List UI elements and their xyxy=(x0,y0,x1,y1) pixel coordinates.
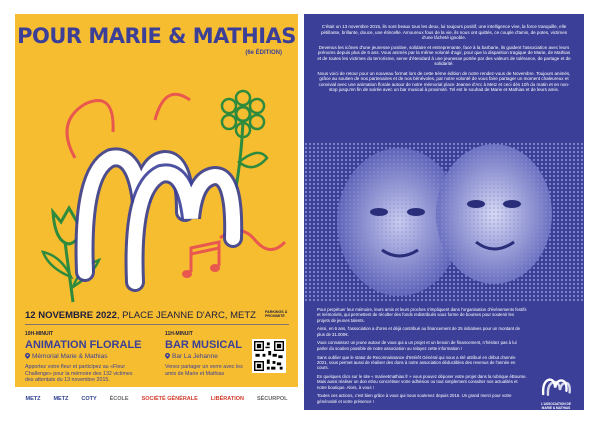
partner-logo: COTY xyxy=(81,395,97,402)
poster-page xyxy=(15,14,298,410)
event-time: 10H-MINUIT xyxy=(25,331,54,337)
event-location: Mémorial Marie & Mathias xyxy=(25,353,135,360)
divider xyxy=(25,324,289,325)
music-notes-icon xyxy=(182,242,220,278)
qr-code[interactable] xyxy=(252,339,286,373)
paragraph: Sans oublier que le statut de Reconnaissance d'Intérêt Général qui nous a été attribué en début d'année 2021, vous permet aussi de réaliser des dons à notre association déductibles des revenus de l'année en cours. xyxy=(317,354,516,371)
poster-title: POUR MARIE & MATHIAS xyxy=(17,24,296,48)
event-description: Apportez votre fleur et participez au «Fleur Challenge» pour la mémoire des 132 victimes des attentats du 13 novembre 2015. xyxy=(25,364,133,384)
partner-logos xyxy=(15,387,298,410)
qr-code-icon xyxy=(254,341,284,371)
mm-ribbon-icon xyxy=(85,157,234,282)
location-pin-icon xyxy=(25,353,30,359)
partner-logo: METZ xyxy=(25,395,41,402)
paragraph: Toutes ces actions, c'est bien grâce à vous qui nous soutenez depuis 2016. Un grand merci pour votre générosité et votre présence ! xyxy=(317,393,512,404)
mm-flowers-illustration xyxy=(15,62,298,307)
partner-logo: SÉCURPOL xyxy=(256,395,288,402)
text-page xyxy=(304,14,584,410)
event-location: Bar La Jehanne xyxy=(165,353,245,360)
partner-logo: SOCIÉTÉ GÉNÉRALE xyxy=(141,395,198,402)
paragraph: C'était un 13 novembre 2015, ils sont beaux tous les deux, lui toujours positif, une intelligence vive, la force tranquille, elle pétillante, brillante, douce, une étincelle. Amoureux fous de la vie, ils nous ont quittés, ce couple d'amis, de potes, victimes d'une lâcheté ignoble. xyxy=(320,24,568,40)
event-date-location: 12 NOVEMBRE 2022, PLACE JEANNE D'ARC, METZ xyxy=(25,310,256,321)
couple-photo xyxy=(304,142,584,302)
association-name: L'ASSOCIATION DE MARIE & MATHIAS xyxy=(541,402,571,410)
paragraph: En quelques clics sur le site « marieetmathias.fr » vous pouvez déposer votre projet dans la rubrique éBourse. Mais aussi réaliser un don et/ou concrétiser votre adhésion ou tout simplement consulter nos actualités et notre boutique. Alors, à vous ! xyxy=(317,373,527,390)
event-title: ANIMATION FLORALE xyxy=(25,339,142,351)
paragraph: Ainsi, en 6 ans, l'association a d'ores et déjà contribué au financement de 25 initiatives pour un montant de plus de 31.000€. xyxy=(317,326,521,337)
paragraph: Vous connaissez un jeune autour de vous qui a un projet et un besoin de financement, n'hésitez pas à lui parler du soutien possible de notre association ou relayez cette information ! xyxy=(317,340,517,351)
intro-text xyxy=(317,24,571,97)
location-pin-icon xyxy=(165,353,170,359)
paragraph: Nous voici de retour pour un nouveau format lors de cette 6ème édition de notre rendez-vous de Novembre. Toujours animés, grâce au soutien de nos partenaires et de nos bénévoles, par notre volonté de vous faire partager un moment chaleureux et convivial avec une animation florale autour de notre mémorial place Jeanne d'Arc à Metz et ceci dès 10h du matin et en non-stop jusqu'en fin de soirée avec un bar musical à proximité. Tel est le souhait de Marie et Mathias et de leurs amis. xyxy=(317,70,571,92)
event-title: BAR MUSICAL xyxy=(165,339,242,351)
paragraph: Pour perpétuer leur mémoire, leurs amis et leurs proches s'impliquent dans l'organisation d'événements festifs et mémoriels, qui permettent de récolter des fonds redistribués sous forme de bourses pour soutenir les projets de jeunes talents. xyxy=(317,307,527,323)
partner-logo: ÉCOLE xyxy=(109,395,129,402)
parking-note: PARKINGS À PROXIMITÉ xyxy=(265,310,288,319)
partner-logo: LIBÉRATION xyxy=(210,395,244,402)
event-animation-florale xyxy=(25,331,142,384)
mission-text xyxy=(317,307,527,407)
event-description: Venez partager un verre avec les amis de Marie et Mathias xyxy=(165,364,243,377)
edition-label: (6e ÉDITION) xyxy=(245,50,282,56)
paragraph: Devenus les icônes d'une jeunesse positive, solidaire et entreprenante, face à la barbarie, ils guident l'association avec leurs prénoms depuis plus de 6 ans. Vous animés par la même volonté d'agir, pour que la disparition tragique de Marie, de Mathias et de toutes les victimes du terrorisme, serve d'étendard à une jeunesse portée par des valeurs de tolérance, de partage et de solidarité. xyxy=(317,44,571,66)
event-bar-musical xyxy=(165,331,245,377)
partner-logo: METZ xyxy=(53,395,69,402)
association-logo xyxy=(536,376,576,410)
mm-logo-icon xyxy=(540,376,572,396)
event-time: 11H-MINUIT xyxy=(165,331,193,337)
